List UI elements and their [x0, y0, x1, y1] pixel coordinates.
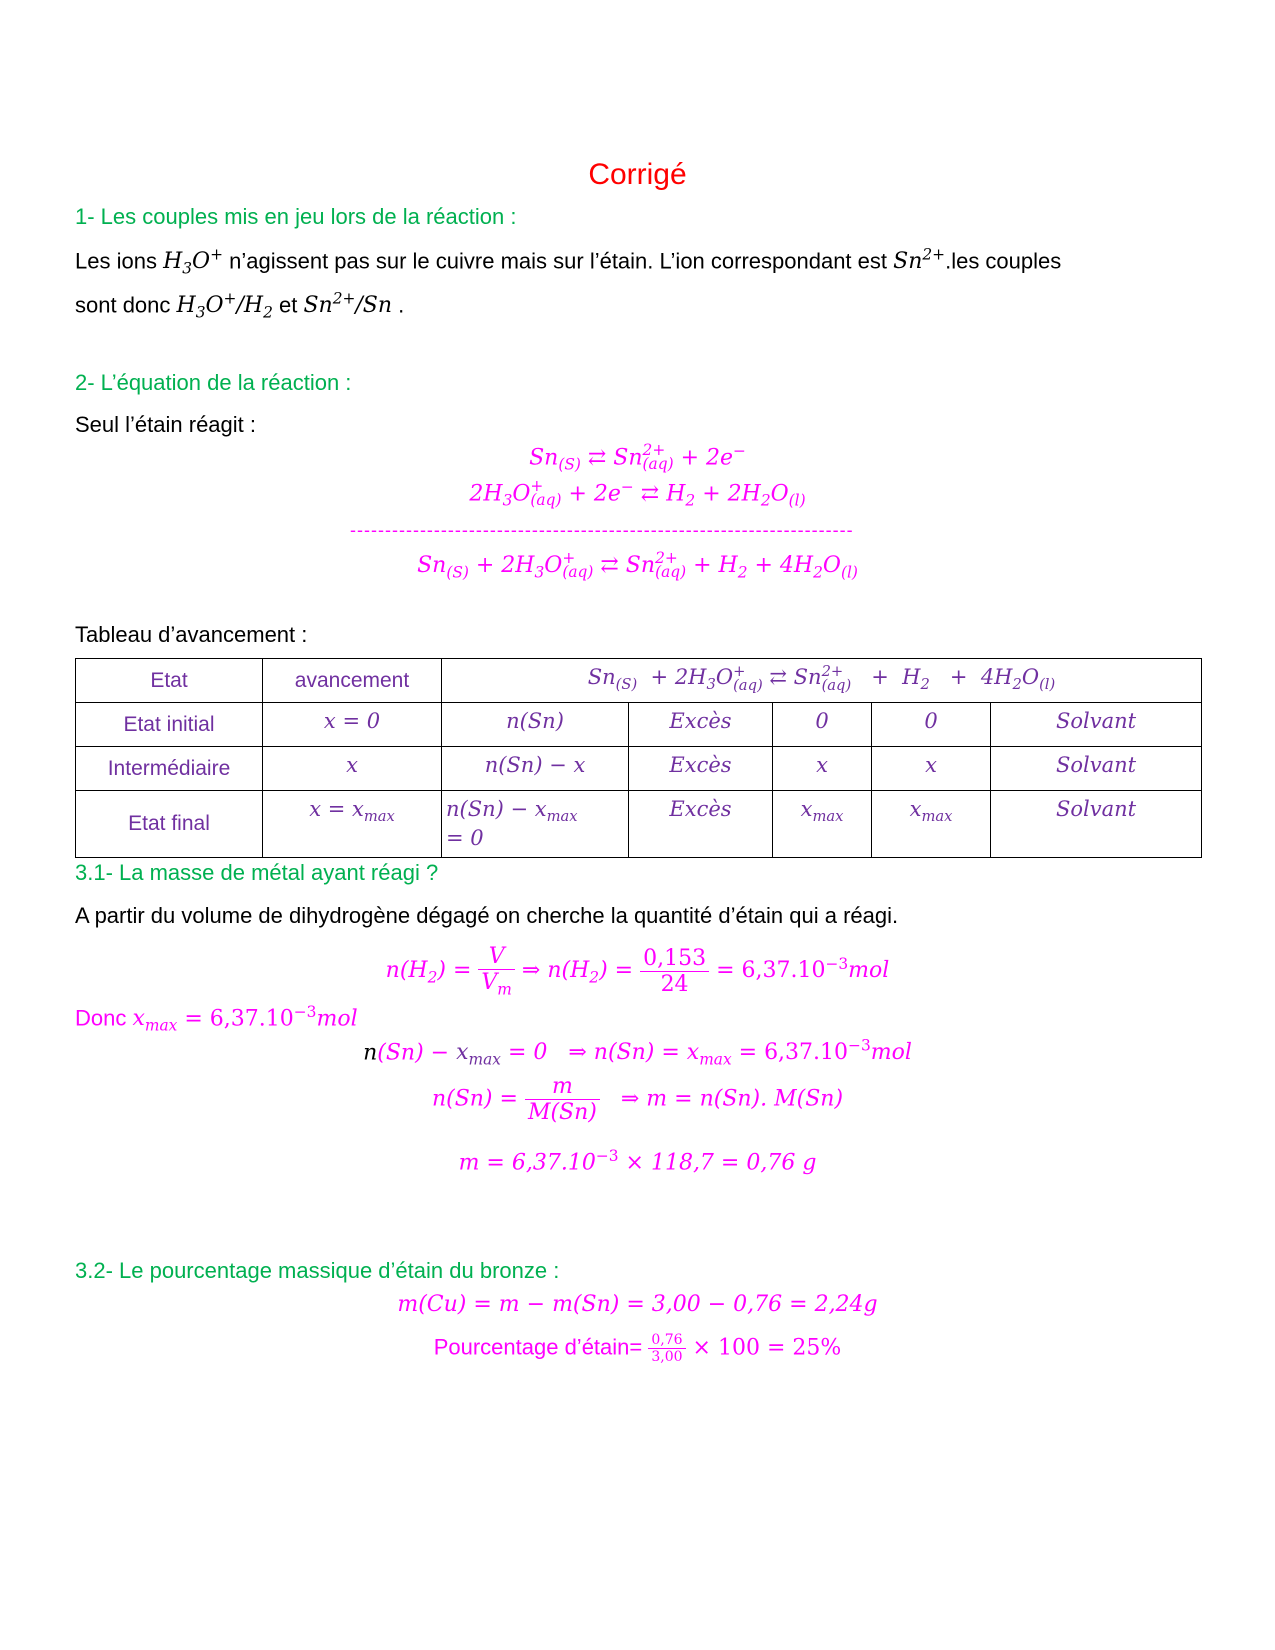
section-3-2-heading: 3.2- Le pourcentage massique d’étain du bronze : — [75, 1258, 560, 1283]
donc-xmax-line: Donc $x_{max} = 6,37.10^{-3}mol$ — [75, 1003, 358, 1035]
section-1-paragraph-line-1 — [75, 246, 1061, 278]
cell-avancement: $x = x_{max}$ — [263, 791, 442, 858]
text-run: Donc — [75, 1005, 133, 1031]
text-run: × 118,7 = 0,76 g — [618, 1150, 817, 1176]
text-run: . — [392, 292, 405, 318]
cell-h2: 0 — [872, 703, 991, 747]
fraction-numerator: 0,153 — [640, 946, 709, 972]
section-2-intro: Seul l’étain réagit : — [75, 412, 256, 437]
cell-sn: n(Sn) − x — [442, 747, 629, 791]
equation-xmax: $n(Sn) - x_{max} = 0$ ⇒ $n(Sn) = x_{max} = 6,37.10^{-3}mol$ — [363, 1037, 912, 1069]
cell-sn2: x — [773, 747, 872, 791]
header-equation: $Sn_{(S)} + 2H_3O$ + (aq) ⇄ Sn 2+ (aq) + $H_2 + 4H_2O_{(l)}$ — [442, 659, 1202, 703]
couple-sn2-sn: $Sn^{2+}/Sn$ — [303, 290, 393, 319]
equation-m-cu: m(Cu) = m − m(Sn) = 3,00 − 0,76 = 2,24g — [397, 1292, 878, 1317]
equation-mass-value: $m = 6,37.10^{-3} \times 118,7 = 0,76$ g — [458, 1147, 817, 1176]
percentage-result: × 100 = 25% — [685, 1335, 842, 1361]
table-row — [76, 703, 1202, 747]
fraction-denominator: 24 — [660, 971, 689, 997]
text-run: n’agissent pas sur le cuivre mais sur l’étain. L’ion correspondant est — [223, 248, 894, 274]
xmax-value: = 6,37.10 — [177, 1006, 294, 1032]
text-run: sont donc — [75, 292, 177, 318]
text-run: x = x — [309, 797, 364, 821]
cell-sn: n(Sn) — [442, 703, 629, 747]
cell-h2: $x_{max}$ — [872, 791, 991, 858]
table-header-row — [76, 659, 1202, 703]
pct-denominator: 3,00 — [651, 1349, 683, 1365]
cell-h2o: Solvant — [991, 747, 1202, 791]
percentage-label: Pourcentage d’étain= — [433, 1334, 643, 1360]
section-2-heading: 2- L’équation de la réaction : — [75, 370, 352, 395]
equation-mass-relation: n(Sn) = $\frac{m}{M(Sn)}$ ⇒ m = n(Sn). M(Sn) — [431, 1074, 844, 1125]
equation-n-h2: $n(H_2)$ = $\frac{V}{V_m}$ ⇒ $n(H_2)$ = $\frac{0,153}{24}$ = $6,37.10^{-3}mol$ — [385, 944, 890, 999]
pct-numerator: 0,76 — [648, 1332, 685, 1349]
text-run: n(Sn) − x — [446, 797, 547, 821]
half-equation-oxidation: $Sn_{(S)}$ ⇄ Sn 2+ (aq) + 2e− — [529, 441, 746, 474]
text-run: .les couples — [945, 248, 1062, 274]
cell-sn: $n(Sn) - x_{max}$ = 0 — [442, 791, 629, 858]
header-etat: Etat — [76, 659, 263, 703]
cell-h2: x — [872, 747, 991, 791]
n-h2-value: = 6,37.10 — [716, 958, 826, 984]
formula-sn2plus: $Sn^{2+}$ — [893, 246, 946, 275]
progress-table — [75, 658, 1202, 858]
cell-h3o: Excès — [629, 747, 773, 791]
formula-h3o: $H_3O^+$ — [163, 246, 223, 278]
percentage-line — [0, 1332, 1275, 1365]
cell-avancement: x — [263, 747, 442, 791]
cell-h3o: Excès — [629, 791, 773, 858]
row-label: Etat final — [76, 791, 263, 858]
page-title: Corrigé — [588, 158, 687, 191]
table-caption: Tableau d’avancement : — [75, 622, 308, 647]
text-run: et — [272, 292, 304, 318]
table-row — [76, 791, 1202, 858]
global-equation: $Sn_{(S)} + 2H_3O$ + (aq) ⇄ Sn 2+ (aq) + $H_2 + 4H_2O_{(l)}$ — [417, 549, 858, 582]
half-equation-reduction: $2H_3O$ + (aq) + 2e− ⇄ $H_2 + 2H_2O_{(l)}$ — [469, 477, 806, 510]
row-label: Intermédiaire — [76, 747, 263, 791]
section-3-1-heading: 3.1- La masse de métal ayant réagi ? — [75, 860, 439, 885]
cell-h2o: Solvant — [991, 791, 1202, 858]
row-label: Etat initial — [76, 703, 263, 747]
separator-dashes: ------------------------------------------------------------------------ — [350, 520, 854, 540]
couple-h3o-h2: $H_3O^+/H_2$ — [176, 290, 273, 322]
section-1-paragraph-line-2 — [75, 290, 404, 322]
cell-h3o: Excès — [629, 703, 773, 747]
cell-sn2: $x_{max}$ — [773, 791, 872, 858]
section-3-1-intro: A partir du volume de dihydrogène dégagé on cherche la quantité d’étain qui a réagi. — [75, 903, 899, 928]
cell-h2o: Solvant — [991, 703, 1202, 747]
text-run: x — [909, 797, 922, 821]
section-1-heading: 1- Les couples mis en jeu lors de la réaction : — [75, 204, 517, 229]
header-avancement: avancement — [263, 659, 442, 703]
cell-sn2: 0 — [773, 703, 872, 747]
text-run: m = 6,37.10 — [458, 1150, 596, 1176]
cell-avancement: x = 0 — [263, 703, 442, 747]
text-run: Les ions — [75, 248, 164, 274]
text-run: = 0 — [446, 825, 484, 850]
table-row — [76, 747, 1202, 791]
text-run: x — [800, 797, 813, 821]
